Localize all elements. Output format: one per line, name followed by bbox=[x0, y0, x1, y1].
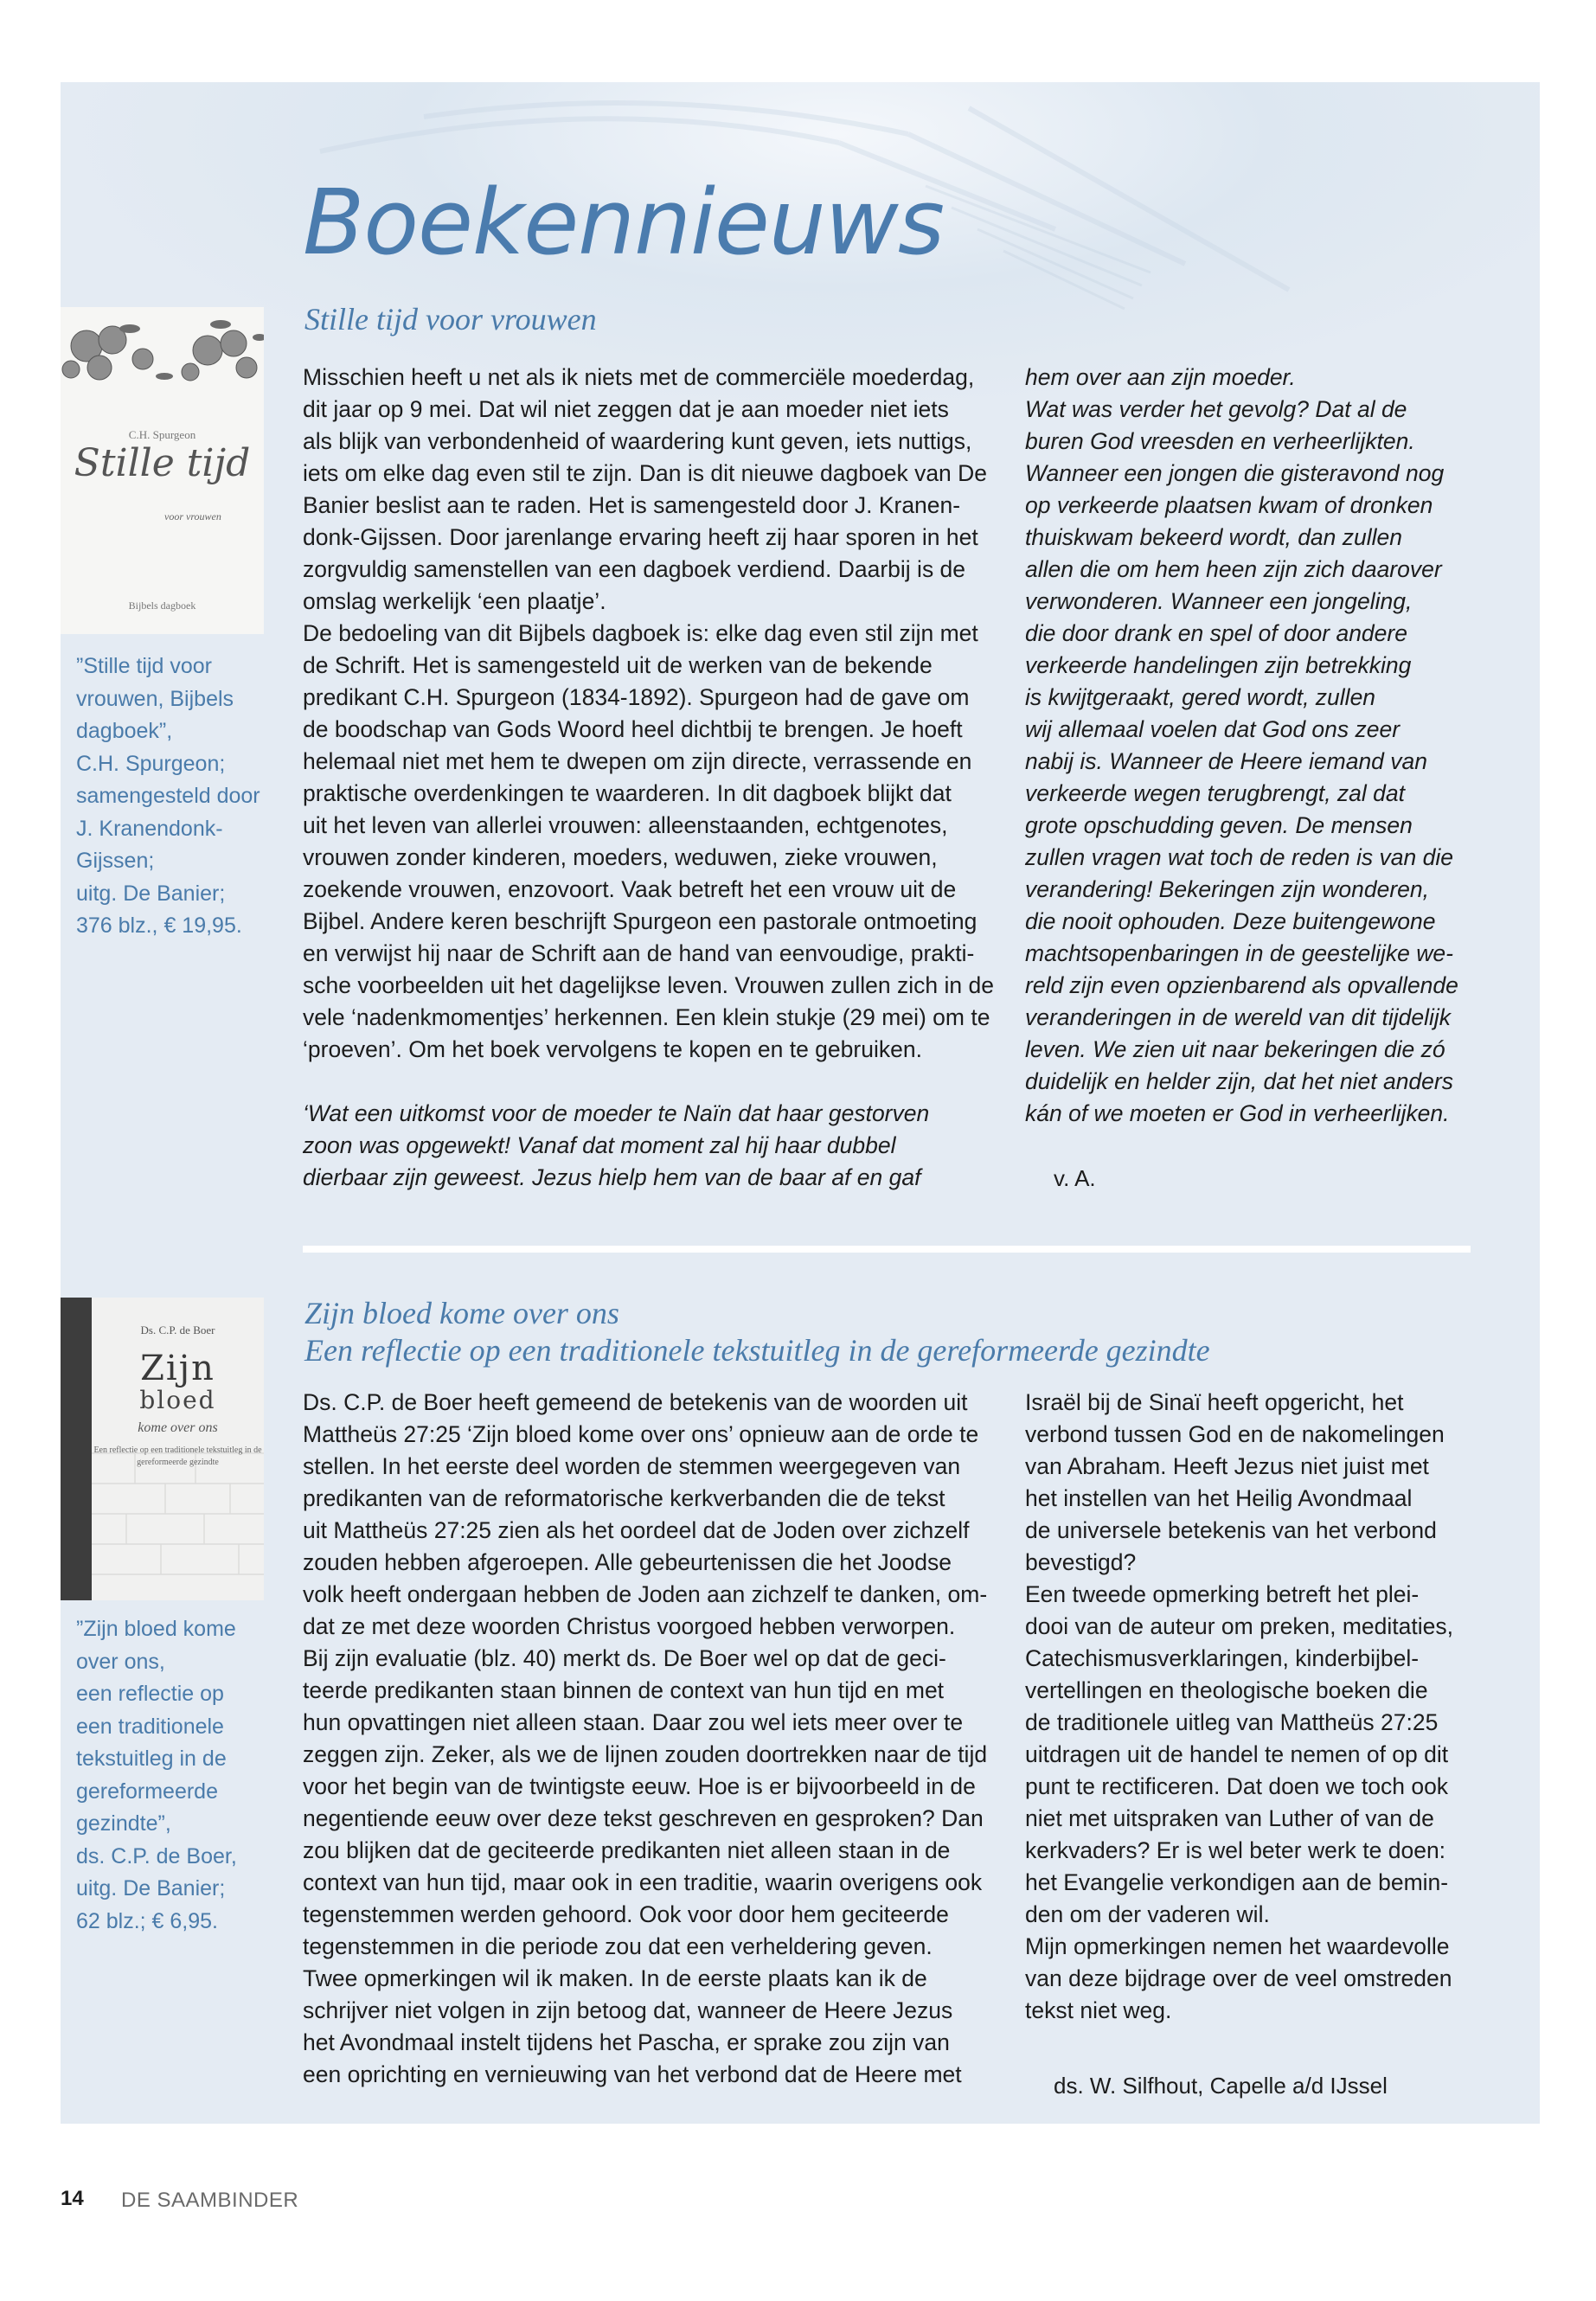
text-line: de Schrift. Het is samengesteld uit de werken van de bekende bbox=[303, 652, 933, 678]
article1-signature: v. A. bbox=[1054, 1165, 1096, 1191]
cover-subtitle: voor vrouwen bbox=[164, 510, 221, 522]
text-line: helemaal niet met hem te dwepen om zijn directe, verrassende en bbox=[303, 748, 972, 774]
page-number: 14 bbox=[61, 2187, 84, 2210]
text-line: kerkvaders? Er is wel beter werk te doen: bbox=[1025, 1837, 1446, 1863]
text-line: Ds. C.P. de Boer heeft gemeend de betekenis van de woorden uit bbox=[303, 1389, 968, 1415]
text-line: Mattheüs 27:25 ‘Zijn bloed kome over ons’ opnieuw aan de orde te bbox=[303, 1421, 979, 1447]
quote-line: is kwijtgeraakt, gered wordt, zullen bbox=[1025, 684, 1376, 710]
article1-title: Stille tijd voor vrouwen bbox=[304, 302, 597, 336]
quote-line: zullen vragen wat toch de reden is van die bbox=[1025, 844, 1453, 870]
text-line: zoekende vrouwen, enzovoort. Vaak betreft het een vrouw uit de bbox=[303, 876, 957, 902]
text-line: punt te rectificeren. Dat doen we toch ook bbox=[1025, 1773, 1449, 1799]
text-line: zou blijken dat de geciteerde predikanten niet alleen staan in de bbox=[303, 1837, 951, 1863]
caption-line: C.H. Spurgeon; bbox=[76, 751, 226, 776]
text-line: volk heeft ondergaan hebben de Joden aan zichzelf te danken, om- bbox=[303, 1581, 988, 1607]
caption-line: ”Zijn bloed kome bbox=[76, 1617, 236, 1641]
text-line: Bijbel. Andere keren beschrijft Spurgeon een pastorale ontmoeting bbox=[303, 908, 977, 934]
text-line: de universele betekenis van het verbond bbox=[1025, 1517, 1437, 1543]
cover-subtitle: kome over ons bbox=[138, 1420, 218, 1435]
quote-line: veranderingen in de wereld van dit tijdelijk bbox=[1025, 1004, 1452, 1030]
caption-line: vrouwen, Bijbels bbox=[76, 686, 234, 711]
quote-line: zoon was opgewekt! Vanaf dat moment zal hij haar dubbel bbox=[303, 1132, 896, 1158]
text-line: De bedoeling van dit Bijbels dagboek is: elke dag even stil zijn met bbox=[303, 620, 978, 646]
text-line: negentiende eeuw over deze tekst geschreven en gesproken? Dan bbox=[303, 1805, 984, 1831]
text-line: donk-Gijssen. Door jarenlange ervaring heeft zij haar sporen in het bbox=[303, 524, 978, 550]
cover-spine bbox=[61, 1298, 92, 1600]
caption-line: een traditionele bbox=[76, 1714, 224, 1739]
quote-line: op verkeerde plaatsen kwam of dronken bbox=[1025, 492, 1433, 518]
quote-line: hem over aan zijn moeder. bbox=[1025, 364, 1296, 390]
text-line: voor het begin van de twintigste eeuw. Hoe is er bijvoorbeeld in de bbox=[303, 1773, 976, 1799]
text-line: het Avondmaal instelt tijdens het Pascha, er sprake zou zijn van bbox=[303, 2029, 950, 2055]
book2-caption bbox=[76, 1613, 275, 1938]
quote-line: grote opschudding geven. De mensen bbox=[1025, 812, 1413, 838]
article1-column2 bbox=[1025, 362, 1509, 1130]
text-line: het Evangelie verkondigen aan de bemin- bbox=[1025, 1869, 1449, 1895]
article2-column1 bbox=[303, 1387, 995, 2091]
caption-line: J. Kranendonk- bbox=[76, 816, 223, 841]
text-line: bevestigd? bbox=[1025, 1549, 1137, 1575]
text-line: dit jaar op 9 mei. Dat wil niet zeggen dat je aan moeder niet iets bbox=[303, 396, 949, 422]
article2-signature: ds. W. Silfhout, Capelle a/d IJssel bbox=[1054, 2073, 1388, 2099]
text-line: zeggen zijn. Zeker, als we de lijnen zouden doortrekken naar de tijd bbox=[303, 1741, 988, 1767]
caption-line: dagboek”, bbox=[76, 719, 173, 743]
quote-line: die nooit ophouden. Deze buitengewone bbox=[1025, 908, 1436, 934]
cover-author: C.H. Spurgeon bbox=[128, 428, 196, 441]
caption-line: ”Stille tijd voor bbox=[76, 654, 212, 678]
quote-line: Wat was verder het gevolg? Dat al de bbox=[1025, 396, 1407, 422]
text-line: Misschien heeft u net als ik niets met de commerciële moederdag, bbox=[303, 364, 975, 390]
caption-line: uitg. De Banier; bbox=[76, 881, 226, 906]
text-line: Israël bij de Sinaï heeft opgericht, het bbox=[1025, 1389, 1404, 1415]
text-line: zorgvuldig samenstellen van een dagboek verdiend. Daarbij is de bbox=[303, 556, 966, 582]
caption-line: gereformeerde bbox=[76, 1779, 218, 1804]
text-line: tekst niet weg. bbox=[1025, 1997, 1172, 2023]
text-line: zouden hebben afgeroepen. Alle gebeurtenissen die het Joodse bbox=[303, 1549, 952, 1575]
text-line: niet met uitspraken van Luther of van de bbox=[1025, 1805, 1434, 1831]
text-line: predikant C.H. Spurgeon (1834-1892). Spurgeon had de gave om bbox=[303, 684, 970, 710]
cover-description: Een reflectie op een traditionele tekstuitleg in de gereformeerde gezindte bbox=[93, 1445, 262, 1467]
caption-line: samengesteld door bbox=[76, 784, 260, 808]
quote-line: kán of we moeten er God in verheerlijken. bbox=[1025, 1100, 1450, 1126]
text-line: den om der vaderen wil. bbox=[1025, 1901, 1270, 1927]
caption-line: 62 blz.; € 6,95. bbox=[76, 1908, 219, 1933]
text-line: van Abraham. Heeft Jezus niet juist met bbox=[1025, 1453, 1429, 1479]
book-cover-zijn-bloed bbox=[61, 1298, 264, 1600]
text-line: uitdragen uit de handel te nemen of op dit bbox=[1025, 1741, 1449, 1767]
text-line: vertellingen en theologische boeken die bbox=[1025, 1677, 1428, 1703]
quote-line: die door drank en spel of door andere bbox=[1025, 620, 1407, 646]
quote-line: verkeerde handelingen zijn betrekking bbox=[1025, 652, 1412, 678]
text-line: sche voorbeelden uit het dagelijkse leven. Vrouwen zullen zich in de bbox=[303, 972, 994, 998]
text-line: een oprichting en vernieuwing van het verbond dat de Heere met bbox=[303, 2061, 962, 2087]
article1-column1 bbox=[303, 362, 995, 1194]
quote-line: reld zijn even opzienbarend als opvallende bbox=[1025, 972, 1458, 998]
book1-caption bbox=[76, 651, 275, 943]
caption-line: 376 blz., € 19,95. bbox=[76, 913, 242, 938]
text-line: de traditionele uitleg van Mattheüs 27:25 bbox=[1025, 1709, 1439, 1735]
cover-title: Zijn bbox=[140, 1349, 215, 1388]
cover-author: Ds. C.P. de Boer bbox=[140, 1324, 215, 1336]
text-line: verbond tussen God en de nakomelingen bbox=[1025, 1421, 1445, 1447]
text-line: Twee opmerkingen wil ik maken. In de eerste plaats kan ik de bbox=[303, 1965, 927, 1991]
page-title: Boekennieuws bbox=[303, 170, 945, 275]
quote-line: verwonderen. Wanneer een jongeling, bbox=[1025, 588, 1413, 614]
flower-illustration bbox=[61, 307, 264, 402]
text-line: tegenstemmen in die periode zou dat een verheldering geven. bbox=[303, 1933, 933, 1959]
text-line: Een tweede opmerking betreft het plei- bbox=[1025, 1581, 1420, 1607]
quote-line: machtsopenbaringen in de geestelijke we- bbox=[1025, 940, 1453, 966]
quote-line: duidelijk en helder zijn, dat het niet anders bbox=[1025, 1068, 1453, 1094]
text-line: iets om elke dag even stil te zijn. Dan is dit nieuwe dagboek van De bbox=[303, 460, 988, 486]
text-line: stellen. In het eerste deel worden de stemmen weergegeven van bbox=[303, 1453, 961, 1479]
quote-line: ‘Wat een uitkomst voor de moeder te Naïn dat haar gestorven bbox=[303, 1100, 930, 1126]
text-line: Bij zijn evaluatie (blz. 40) merkt ds. De Boer wel op dat de geci- bbox=[303, 1645, 946, 1671]
text-line: vele ‘nadenkmomentjes’ herkennen. Een klein stukje (29 mei) om te bbox=[303, 1004, 990, 1030]
text-line: dooi van de auteur om preken, meditaties, bbox=[1025, 1613, 1453, 1639]
text-line: context van hun tijd, maar ook in een traditie, waarin overigens ook bbox=[303, 1869, 983, 1895]
text-line: van deze bijdrage over de veel omstreden bbox=[1025, 1965, 1452, 1991]
text-line: en verwijst hij naar de Schrift aan de hand van eenvoudige, prakti- bbox=[303, 940, 975, 966]
quote-line: buren God vreesden en verheerlijkten. bbox=[1025, 428, 1415, 454]
text-line: uit het leven van allerlei vrouwen: alleenstaanden, echtgenotes, bbox=[303, 812, 948, 838]
text-line: het instellen van het Heilig Avondmaal bbox=[1025, 1485, 1413, 1511]
quote-line: verkeerde wegen terugbrengt, zal dat bbox=[1025, 780, 1405, 806]
text-line: teerde predikanten staan binnen de context van hun tijd en met bbox=[303, 1677, 945, 1703]
text-line: als blijk van verbondenheid of waardering kunt geven, iets nuttigs, bbox=[303, 428, 972, 454]
text-line: dat ze met deze woorden Christus voorgoed hebben verworpen. bbox=[303, 1613, 956, 1639]
text-line: Catechismusverklaringen, kinderbijbel- bbox=[1025, 1645, 1420, 1671]
section-divider bbox=[303, 1246, 1471, 1253]
text-line: vrouwen zonder kinderen, moeders, weduwen, zieke vrouwen, bbox=[303, 844, 938, 870]
article2-title: Zijn bloed kome over ons bbox=[304, 1296, 619, 1330]
article2-column2 bbox=[1025, 1387, 1509, 2027]
cover-title: Stille tijd bbox=[74, 441, 251, 485]
text-line: hun opvattingen niet alleen staan. Daar zou wel iets meer over te bbox=[303, 1709, 964, 1735]
quote-line: allen die om hem heen zijn zich daarover bbox=[1025, 556, 1442, 582]
quote-line: thuiskwam bekeerd wordt, dan zullen bbox=[1025, 524, 1403, 550]
publication-name: DE SAAMBINDER bbox=[121, 2189, 299, 2212]
text-line: Mijn opmerkingen nemen het waardevolle bbox=[1025, 1933, 1450, 1959]
cover-title-2: bloed bbox=[139, 1386, 216, 1414]
article2-subtitle: Een reflectie op een traditionele tekstuitleg in de gereformeerde gezindte bbox=[304, 1333, 1210, 1368]
quote-line: Wanneer een jongen die gisteravond nog bbox=[1025, 460, 1445, 486]
text-line: predikanten van de reformatorische kerkverbanden die de tekst bbox=[303, 1485, 945, 1511]
caption-line: Gijssen; bbox=[76, 849, 155, 873]
quote-line: nabij is. Wanneer de Heere iemand van bbox=[1025, 748, 1428, 774]
text-line: ‘proeven’. Om het boek vervolgens te kopen en te gebruiken. bbox=[303, 1036, 922, 1062]
text-line: Banier beslist aan te raden. Het is samengesteld door J. Kranen- bbox=[303, 492, 961, 518]
caption-line: ds. C.P. de Boer, bbox=[76, 1843, 237, 1868]
caption-line: uitg. De Banier; bbox=[76, 1876, 226, 1900]
caption-line: een reflectie op bbox=[76, 1682, 224, 1706]
text-line: praktische overdenkingen te waarderen. In dit dagboek blijkt dat bbox=[303, 780, 952, 806]
book-cover-stille-tijd bbox=[61, 307, 264, 634]
text-line: tegenstemmen werden gehoord. Ook voor door hem geciteerde bbox=[303, 1901, 949, 1927]
caption-line: tekstuitleg in de bbox=[76, 1747, 227, 1771]
cover-type: Bijbels dagboek bbox=[128, 599, 196, 612]
text-line: uit Mattheüs 27:25 zien als het oordeel dat de Joden over zichzelf bbox=[303, 1517, 970, 1543]
quote-line: dierbaar zijn geweest. Jezus hielp hem van de baar af en gaf bbox=[303, 1164, 921, 1190]
quote-line: wij allemaal voelen dat God ons zeer bbox=[1025, 716, 1401, 742]
text-line: omslag werkelijk ‘een plaatje’. bbox=[303, 588, 606, 614]
caption-line: over ons, bbox=[76, 1649, 165, 1674]
quote-line: verandering! Bekeringen zijn wonderen, bbox=[1025, 876, 1429, 902]
caption-line: gezindte”, bbox=[76, 1811, 171, 1836]
text-line: schrijver niet volgen in zijn betoog dat, wanneer de Heere Jezus bbox=[303, 1997, 953, 2023]
quote-line: leven. We zien uit naar bekeringen die zó bbox=[1025, 1036, 1445, 1062]
text-line: de boodschap van Gods Woord heel dichtbij te brengen. Je hoeft bbox=[303, 716, 963, 742]
